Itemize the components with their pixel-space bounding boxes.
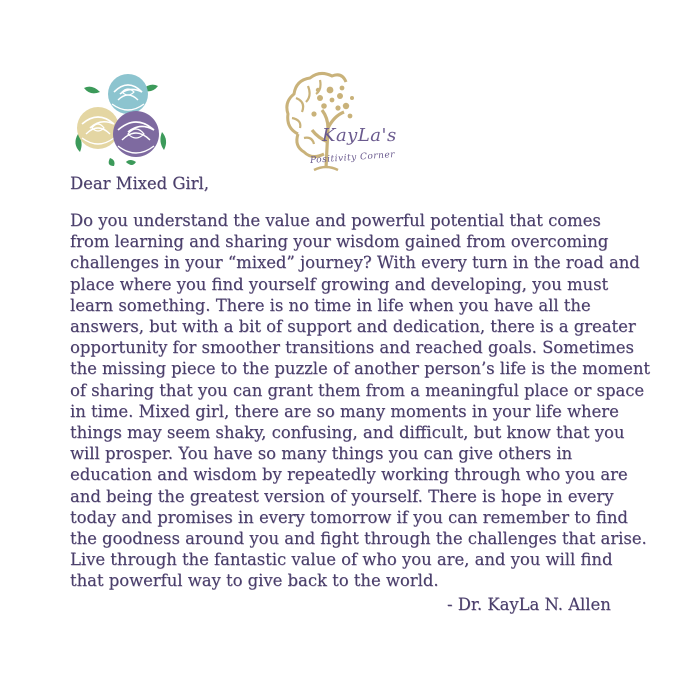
letter-line: Do you understand the value and powerful potential that comes [70,211,601,230]
letter-line: will prosper. You have so many things you can give others in [70,444,573,464]
letter-line: answers, but with a bit of support and dedication, there is a greater [70,317,636,337]
logo-tagline-text: Positivity Corner [309,150,396,166]
letter-line: opportunity for smoother transitions and reached goals. Sometimes [70,338,634,358]
letter-line: challenges in your “mixed” journey? With every turn in the road and [70,253,640,273]
letter-line: things may seem shaky, confusing, and difficult, but know that you [70,423,625,443]
letter-line: Live through the fantastic value of who you are, and you will find [70,550,613,570]
letter-line: today and promises in every tomorrow if you can remember to find [70,507,628,527]
letter-line: from learning and sharing your wisdom gained from overcoming [70,232,609,252]
letter-line: in time. Mixed girl, there are so many moments in your life where [70,401,619,421]
letter-line: that powerful way to give back to the world. [70,571,439,591]
letter-greeting: Dear Mixed Girl, [70,174,209,193]
roses-illustration-icon [70,72,170,167]
letter-line: of sharing that you can grant them from a meaningful place or space [70,380,645,400]
letter-line: the goodness around you and fight through the challenges that arise. [70,529,647,549]
letter-line: place where you find yourself growing and developing, you must [70,274,609,294]
letter-line: and being the greatest version of yourself. There is hope in every [70,486,614,506]
letter-line: learn something. There is no time in life when you have all the [70,295,591,315]
letter-line: the missing piece to the puzzle of another person’s life is the moment [70,359,650,379]
letter-body [70,210,650,592]
letter-line: education and wisdom by repeatedly working through who you are [70,465,628,485]
letter-signature: - Dr. KayLa N. Allen [447,595,611,614]
logo-name-text: KayLa's [322,125,397,146]
